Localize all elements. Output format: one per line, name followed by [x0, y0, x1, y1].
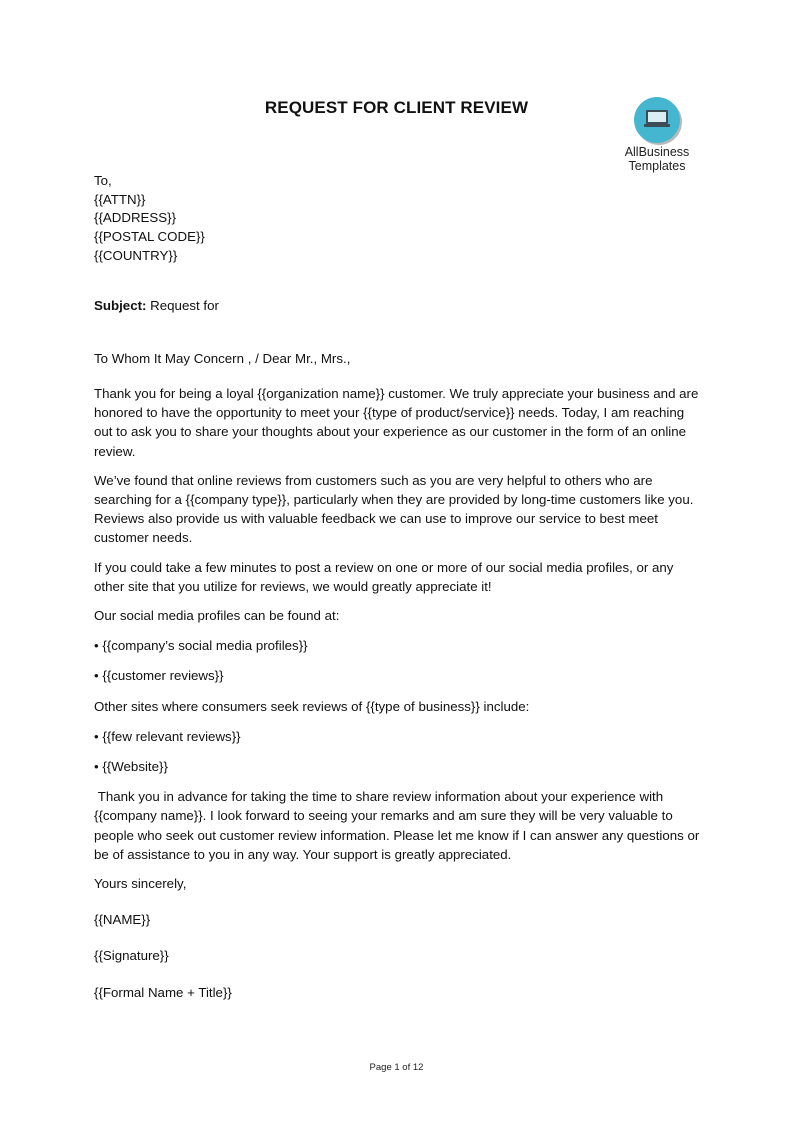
- logo-text-line2: Templates: [628, 159, 686, 173]
- other-sites-intro: Other sites where consumers seek reviews of {{type of business}} include:: [94, 698, 530, 714]
- greeting: To Whom It May Concern , / Dear Mr., Mrs.,: [94, 350, 351, 366]
- address-line: {{ADDRESS}}: [94, 210, 177, 226]
- address-line: {{ATTN}}: [94, 191, 146, 207]
- paragraph: If you could take a few minutes to post a review on one or more of our social media profiles, or any other site that you utilize for reviews, we would greatly appreciate it!: [94, 559, 674, 594]
- paragraph: Thank you for being a loyal {{organization name}} customer. We truly appreciate your business and are honored to have the opportunity to meet your {{type of product/service}} needs. Today, I am reaching out to ask you to share your thoughts about your experience as our customer in the form of an online review.: [94, 385, 699, 459]
- document-title: REQUEST FOR CLIENT REVIEW: [264, 98, 529, 117]
- subject-value: Request for: [146, 297, 219, 313]
- logo-text-line1: AllBusiness: [624, 145, 690, 159]
- formal-name-title: {{Formal Name + Title}}: [94, 984, 232, 1000]
- subject-label: Subject:: [94, 297, 147, 313]
- address-line: {{POSTAL CODE}}: [94, 229, 205, 245]
- social-intro: Our social media profiles can be found at:: [94, 607, 340, 623]
- paragraph: We’ve found that online reviews from customers such as you are very helpful to others who are searching for a {{company type}}, particularly when they are provided by long-time customers like you. Reviews also provide us with valuable feedback we can use to improve our service to best meet customer needs.: [94, 472, 694, 546]
- letter-body: [94, 172, 704, 1002]
- page-number: Page 1 of 12: [369, 1062, 424, 1073]
- signature: {{Signature}}: [94, 948, 169, 964]
- laptop-icon: [634, 97, 680, 143]
- list-item: • {{Website}}: [94, 758, 168, 774]
- list-item: • {{company’s social media profiles}}: [94, 638, 308, 654]
- subject-line: [94, 296, 700, 315]
- address-line: To,: [94, 173, 112, 188]
- company-logo: [618, 97, 696, 173]
- recipient-address: [94, 172, 700, 266]
- closing: Yours sincerely,: [94, 875, 187, 891]
- list-item: • {{few relevant reviews}}: [94, 728, 241, 744]
- thanks-paragraph: Thank you in advance for taking the time to share review information about your experience with {{company name}}. I look forward to seeing your remarks and am sure they will be very valuable to people who seek out customer review information. Please let me know if I can answer any questions or be of assistance to you in any way. Your support is greatly appreciated.: [94, 789, 704, 862]
- list-item: • {{customer reviews}}: [94, 668, 224, 684]
- sender-name: {{NAME}}: [94, 912, 151, 928]
- address-line: {{COUNTRY}}: [94, 247, 178, 263]
